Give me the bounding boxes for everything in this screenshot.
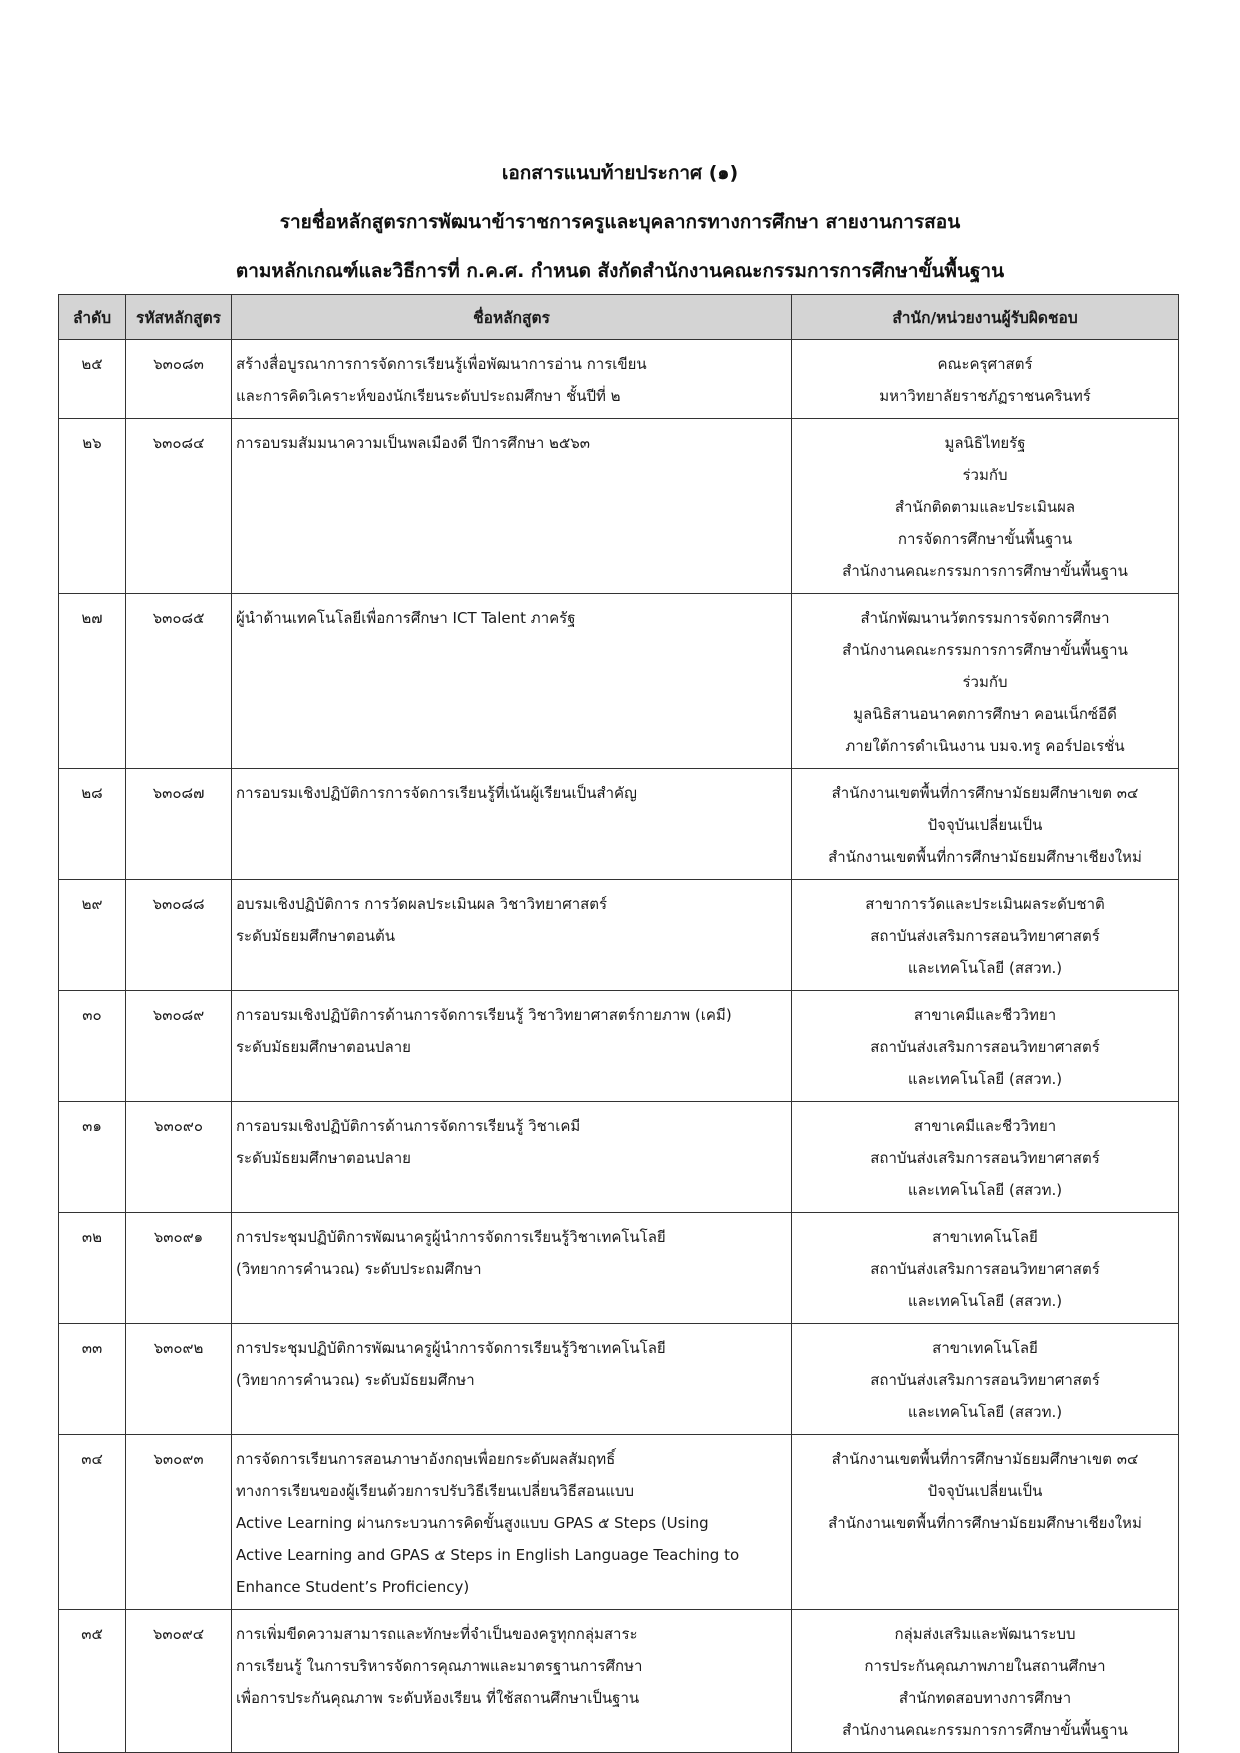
table-row: [59, 880, 1179, 991]
table-row: [59, 991, 1179, 1102]
table-row: [59, 594, 1179, 769]
row-number: ๒๙: [59, 880, 126, 991]
row-number: ๓๒: [59, 1213, 126, 1324]
course-table: [58, 294, 1179, 1753]
course-code: ๖๓๐๙๑: [126, 1213, 232, 1324]
table-row: [59, 769, 1179, 880]
course-name: การจัดการเรียนการสอนภาษาอังกฤษเพื่อยกระดับผลสัมฤทธิ์ ทางการเรียนของผู้เรียนด้วยการปรับวิธีเรียนเปลี่ยนวิธีสอนแบบ Active Learning ผ่านกระบวนการคิดขั้นสูงแบบ GPAS ๕ Steps (Using Active Learning and GPAS ๕ Steps in English Language Teaching to Enhance Student’s Proficiency): [232, 1435, 792, 1610]
course-code: ๖๓๐๘๓: [126, 340, 232, 419]
course-code: ๖๓๐๙๔: [126, 1610, 232, 1753]
row-number: ๓๕: [59, 1610, 126, 1753]
course-name: การอบรมเชิงปฏิบัติการด้านการจัดการเรียนรู้ วิชาวิทยาศาสตร์กายภาพ (เคมี) ระดับมัธยมศึกษาตอนปลาย: [232, 991, 792, 1102]
table-row: [59, 1324, 1179, 1435]
responsible-unit: กลุ่มส่งเสริมและพัฒนาระบบ การประกันคุณภาพภายในสถานศึกษา สำนักทดสอบทางการศึกษา สำนักงานคณะกรรมการการศึกษาขั้นพื้นฐาน: [792, 1610, 1179, 1753]
header-responsible-unit: สำนัก/หน่วยงานผู้รับผิดชอบ: [792, 295, 1179, 340]
header-code: รหัสหลักสูตร: [126, 295, 232, 340]
course-name: ผู้นำด้านเทคโนโลยีเพื่อการศึกษา ICT Talent ภาครัฐ: [232, 594, 792, 769]
table-row: [59, 1610, 1179, 1753]
responsible-unit: สำนักงานเขตพื้นที่การศึกษามัธยมศึกษาเขต ๓๔ ปัจจุบันเปลี่ยนเป็น สำนักงานเขตพื้นที่การศึกษามัธยมศึกษาเชียงใหม่: [792, 1435, 1179, 1610]
course-name: การอบรมสัมมนาความเป็นพลเมืองดี ปีการศึกษา ๒๕๖๓: [232, 419, 792, 594]
header-course-name: ชื่อหลักสูตร: [232, 295, 792, 340]
responsible-unit: สาขาเทคโนโลยี สถาบันส่งเสริมการสอนวิทยาศาสตร์ และเทคโนโลยี (สสวท.): [792, 1213, 1179, 1324]
header-no: ลำดับ: [59, 295, 126, 340]
course-code: ๖๓๐๙๐: [126, 1102, 232, 1213]
responsible-unit: สาขาการวัดและประเมินผลระดับชาติ สถาบันส่งเสริมการสอนวิทยาศาสตร์ และเทคโนโลยี (สสวท.): [792, 880, 1179, 991]
row-number: ๒๕: [59, 340, 126, 419]
responsible-unit: สาขาเคมีและชีววิทยา สถาบันส่งเสริมการสอนวิทยาศาสตร์ และเทคโนโลยี (สสวท.): [792, 1102, 1179, 1213]
course-name: การประชุมปฏิบัติการพัฒนาครูผู้นำการจัดการเรียนรู้วิชาเทคโนโลยี (วิทยาการคำนวณ) ระดับมัธยมศึกษา: [232, 1324, 792, 1435]
course-code: ๖๓๐๘๘: [126, 880, 232, 991]
row-number: ๒๖: [59, 419, 126, 594]
course-name: การอบรมเชิงปฏิบัติการด้านการจัดการเรียนรู้ วิชาเคมี ระดับมัธยมศึกษาตอนปลาย: [232, 1102, 792, 1213]
responsible-unit: สำนักงานเขตพื้นที่การศึกษามัธยมศึกษาเขต ๓๔ ปัจจุบันเปลี่ยนเป็น สำนักงานเขตพื้นที่การศึกษามัธยมศึกษาเชียงใหม่: [792, 769, 1179, 880]
row-number: ๓๓: [59, 1324, 126, 1435]
course-code: ๖๓๐๙๓: [126, 1435, 232, 1610]
row-number: ๓๑: [59, 1102, 126, 1213]
course-code: ๖๓๐๘๗: [126, 769, 232, 880]
table-row: [59, 1102, 1179, 1213]
course-code: ๖๓๐๘๕: [126, 594, 232, 769]
course-name: การอบรมเชิงปฏิบัติการการจัดการเรียนรู้ที่เน้นผู้เรียนเป็นสำคัญ: [232, 769, 792, 880]
course-code: ๖๓๐๘๔: [126, 419, 232, 594]
responsible-unit: คณะครุศาสตร์ มหาวิทยาลัยราชภัฏราชนครินทร์: [792, 340, 1179, 419]
responsible-unit: สาขาเคมีและชีววิทยา สถาบันส่งเสริมการสอนวิทยาศาสตร์ และเทคโนโลยี (สสวท.): [792, 991, 1179, 1102]
row-number: ๓๔: [59, 1435, 126, 1610]
responsible-unit: มูลนิธิไทยรัฐ ร่วมกับ สำนักติดตามและประเมินผล การจัดการศึกษาขั้นพื้นฐาน สำนักงานคณะกรรมการการศึกษาขั้นพื้นฐาน: [792, 419, 1179, 594]
responsible-unit: สำนักพัฒนานวัตกรรมการจัดการศึกษา สำนักงานคณะกรรมการการศึกษาขั้นพื้นฐาน ร่วมกับ มูลนิธิสานอนาคตการศึกษา คอนเน็กซ์อีดี ภายใต้การดำเนินงาน บมจ.ทรู คอร์ปอเรชั่น: [792, 594, 1179, 769]
course-name: สร้างสื่อบูรณาการการจัดการเรียนรู้เพื่อพัฒนาการอ่าน การเขียน และการคิดวิเคราะห์ของนักเรียนระดับประถมศึกษา ชั้นปีที่ ๒: [232, 340, 792, 419]
course-code: ๖๓๐๙๒: [126, 1324, 232, 1435]
table-header-row: [59, 295, 1179, 340]
table-body: [59, 340, 1179, 1753]
table-row: [59, 1213, 1179, 1324]
course-name: การเพิ่มขีดความสามารถและทักษะที่จำเป็นของครูทุกกลุ่มสาระ การเรียนรู้ ในการบริหารจัดการคุณภาพและมาตรฐานการศึกษา เพื่อการประกันคุณภาพ ระดับห้องเรียน ที่ใช้สถานศึกษาเป็นฐาน: [232, 1610, 792, 1753]
document-title: เอกสารแนบท้ายประกาศ (๑): [501, 162, 739, 184]
document-subtitle-2: ตามหลักเกณฑ์และวิธีการที่ ก.ค.ศ. กำหนด สังกัดสำนักงานคณะกรรมการการศึกษาขั้นพื้นฐาน: [235, 260, 1005, 282]
course-code: ๖๓๐๘๙: [126, 991, 232, 1102]
responsible-unit: สาขาเทคโนโลยี สถาบันส่งเสริมการสอนวิทยาศาสตร์ และเทคโนโลยี (สสวท.): [792, 1324, 1179, 1435]
table-row: [59, 419, 1179, 594]
table-row: [59, 340, 1179, 419]
document-subtitle: รายชื่อหลักสูตรการพัฒนาข้าราชการครูและบุคลากรทางการศึกษา สายงานการสอน: [279, 211, 961, 233]
row-number: ๒๘: [59, 769, 126, 880]
row-number: ๒๗: [59, 594, 126, 769]
course-name: การประชุมปฏิบัติการพัฒนาครูผู้นำการจัดการเรียนรู้วิชาเทคโนโลยี (วิทยาการคำนวณ) ระดับประถมศึกษา: [232, 1213, 792, 1324]
row-number: ๓๐: [59, 991, 126, 1102]
course-name: อบรมเชิงปฏิบัติการ การวัดผลประเมินผล วิชาวิทยาศาสตร์ ระดับมัธยมศึกษาตอนต้น: [232, 880, 792, 991]
table-row: [59, 1435, 1179, 1610]
